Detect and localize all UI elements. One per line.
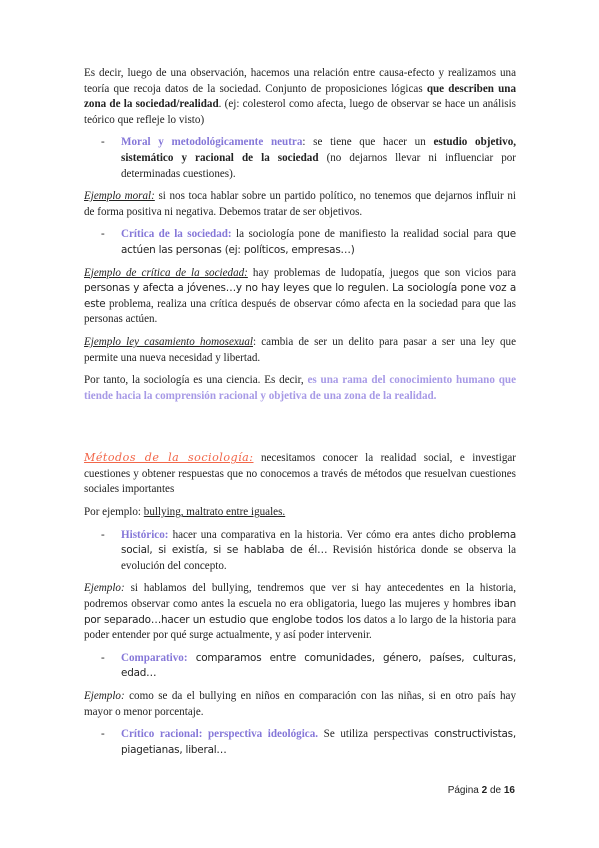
bullet-comparativo <box>84 651 516 682</box>
paragraph-text: como se da el bullying en niños en comparación con las niñas, si en otro país hay mayor o menor porcentaje. <box>84 690 516 718</box>
bullet-text: la sociología pone de manifiesto la realidad social para <box>231 228 498 241</box>
paragraph-text: Es decir, luego de una observación, hacemos una relación entre causa-efecto y realizamos una teoría que recoja datos de la sociedad. Conjunto de proposiciones lógicas <box>84 67 516 95</box>
paragraph-text: si nos toca hablar sobre un partido político, no tenemos que dejarnos influir ni de forma positiva ni negativa. Debemos tratar de ser objetivos. <box>84 190 516 218</box>
total-pages: 16 <box>503 785 515 796</box>
paragraph-ejemplo-ley <box>84 335 516 366</box>
paragraph-metodos <box>84 450 516 498</box>
paragraph-ejemplo-critica <box>84 266 516 328</box>
bullet-dash: - <box>101 136 105 149</box>
bullet-text: hacer una comparativa en la historia. Ver cómo era antes dicho <box>168 528 469 541</box>
highlight-phrase: es una rama del conocimiento humano que tiende hacia la comprensión racional y objetiva de una zona de la realidad. <box>84 374 516 402</box>
page-number-footer <box>448 785 515 796</box>
handwritten-text: constructivistas, piagetianas, liberal… <box>121 728 516 756</box>
bullet-dash: - <box>101 528 105 541</box>
bullet-text: : se tiene que hacer un <box>302 136 434 149</box>
section-gap <box>84 411 516 450</box>
paragraph-por-ejemplo <box>84 505 516 521</box>
bullet-dash: - <box>101 728 105 741</box>
bullet-title: Crítica de la sociedad: <box>121 228 232 241</box>
paragraph-text: : cambia de ser un delito para pasar a ser una ley que permite una nueva necesidad y libertad. <box>84 335 516 364</box>
example-label: Ejemplo: <box>84 582 125 595</box>
paragraph-text: hay problemas de ludopatía, juegos que son vicios para <box>247 266 516 279</box>
paragraph-ejemplo-comparativo <box>84 689 516 720</box>
footer-prefix: Página <box>447 785 482 796</box>
bullet-dash: - <box>101 228 105 241</box>
example-label: Ejemplo moral: <box>84 190 155 203</box>
paragraph-text: necesitamos conocer la realidad social, e investigar cuestiones y obtener respuestas que no conocemos a través de métodos que resuelvan cuestiones sociales importantes <box>84 452 516 496</box>
example-label: Ejemplo: <box>84 690 125 702</box>
footer-separator: de <box>487 785 504 796</box>
bullet-critica-sociedad <box>84 227 516 258</box>
paragraph-ejemplo-moral <box>84 189 516 220</box>
bullet-dash: - <box>101 651 105 664</box>
current-page: 2 <box>481 785 488 796</box>
handwritten-text: que actúen las personas (ej: políticos, empresas…) <box>121 228 517 256</box>
bullet-title: Moral y metodológicamente neutra <box>121 136 303 149</box>
underlined-phrase: bullying, maltrato entre iguales. <box>143 506 286 519</box>
paragraph-text: problema, realiza una crítica después de observar cómo afecta en la sociedad para que las personas actúen. <box>84 297 516 326</box>
paragraph-text: Por ejemplo: <box>84 506 144 519</box>
paragraph-teoria <box>84 66 516 128</box>
bullet-title: Histórico: <box>121 528 169 541</box>
paragraph-text: Por tanto, la sociología es una ciencia. Es decir, <box>84 374 308 387</box>
handwritten-text: problema social, si existía, si se hablaba de él… <box>121 528 516 557</box>
bold-phrase: estudio objetivo, sistemático y racional de la sociedad <box>121 136 517 164</box>
paragraph-text: si hablamos del bullying, tendremos que ver si hay antecedentes en la historia, podremos observar como antes la escuela no era obligatoria, luego las mujeres y hombres <box>84 582 516 611</box>
paragraph-conclusion <box>84 373 516 404</box>
paragraph-ejemplo-historico <box>84 581 516 643</box>
example-label: Ejemplo ley casamiento homosexual <box>84 335 253 348</box>
page-content <box>84 66 516 765</box>
bullet-text: Se utiliza perspectivas <box>318 728 435 741</box>
bullet-title: Crítico racional: perspectiva ideológica. <box>121 728 319 741</box>
bold-phrase: que describen una zona de la sociedad/realidad <box>84 82 516 111</box>
handwritten-text: comparamos entre comunidades, género, países, culturas, edad… <box>121 651 516 680</box>
paragraph-text: datos a lo largo de la historia para poder entender por qué surge actualmente, y así poder intervenir. <box>84 613 516 642</box>
example-label: Ejemplo de crítica de la sociedad: <box>84 266 248 279</box>
bullet-title: Comparativo: <box>121 651 188 664</box>
bullet-critico-racional <box>84 727 516 758</box>
bullet-text: (no dejarnos llevar ni influenciar por determinadas cuestiones). <box>121 151 517 180</box>
handwritten-text: personas y afecta a jóvenes…y no hay leyes que lo regulen. La sociología pone voz a este <box>84 282 516 310</box>
bullet-historico <box>84 528 516 575</box>
bullet-moral-neutra <box>84 135 516 182</box>
bullet-text: Revisión histórica donde se observa la evolución del concepto. <box>121 544 516 572</box>
paragraph-text: . (ej: colesterol como afecta, luego de observar se hace un análisis teórico que refleje lo visto) <box>84 98 516 126</box>
handwritten-text: iban por separado…hacer un estudio que englobe todos los <box>84 598 516 626</box>
section-heading: Métodos de la sociología: <box>84 451 254 465</box>
